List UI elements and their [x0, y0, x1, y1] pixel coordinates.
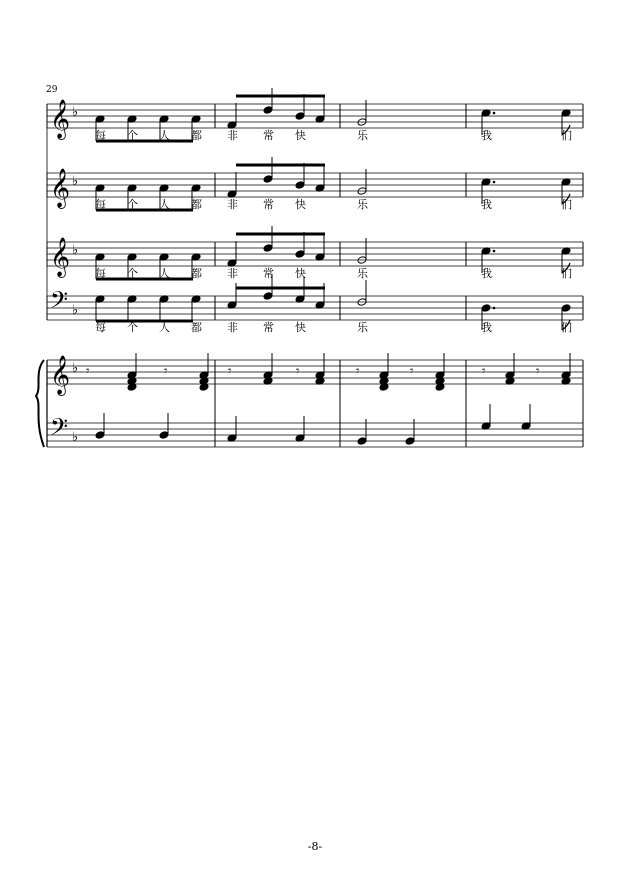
- lyric-syllable: 快: [295, 267, 306, 280]
- treble-clef-icon: 𝄞: [50, 99, 71, 139]
- lyric-syllable: 我: [481, 129, 492, 142]
- lyric-syllable: 常: [263, 321, 274, 334]
- lyric-syllable: 个: [127, 267, 138, 280]
- flat-key-signature-icon: ♭: [72, 243, 79, 258]
- lyric-syllable: 人: [159, 198, 170, 211]
- eighth-rest-icon: 𝄾: [536, 364, 540, 379]
- beam: [96, 320, 193, 323]
- note-head: [295, 250, 305, 259]
- treble-clef-icon: 𝄞: [50, 237, 71, 277]
- dot: [493, 307, 496, 310]
- lyric-syllable: 个: [127, 198, 138, 211]
- lyric-syllable: 都: [191, 267, 202, 280]
- dot: [493, 250, 496, 253]
- treble-clef-icon: 𝄞: [50, 168, 71, 208]
- lyric-syllable: 常: [263, 267, 274, 280]
- lyric-syllable: 非: [227, 321, 238, 334]
- lyric-syllable: 每: [95, 129, 106, 142]
- note-head: [295, 181, 305, 190]
- beam: [96, 278, 193, 281]
- flat-key-signature-icon: ♭: [72, 174, 79, 189]
- lyric-syllable: 乐: [357, 129, 368, 142]
- note-head: [405, 437, 415, 446]
- lyric-syllable: 常: [263, 129, 274, 142]
- dot: [493, 181, 496, 184]
- lyric-syllable: 每: [95, 267, 106, 280]
- lyric-syllable: 我: [481, 267, 492, 280]
- lyric-syllable: 们: [561, 198, 572, 211]
- lyric-syllable: 快: [295, 321, 306, 334]
- treble-clef-icon: 𝄞: [50, 355, 71, 395]
- lyric-syllable: 个: [127, 321, 138, 334]
- lyric-syllable: 常: [263, 198, 274, 211]
- eighth-rest-icon: 𝄾: [296, 364, 300, 379]
- flat-key-signature-icon: ♭: [72, 430, 79, 445]
- lyric-syllable: 都: [191, 321, 202, 334]
- bass-clef-icon: 𝄢: [50, 413, 69, 446]
- lyric-syllable: 都: [191, 198, 202, 211]
- lyric-syllable: 都: [191, 129, 202, 142]
- beam: [236, 164, 325, 167]
- lyric-syllable: 每: [95, 198, 106, 211]
- eighth-rest-icon: 𝄾: [356, 364, 360, 379]
- beam: [96, 140, 193, 143]
- beam: [236, 287, 325, 290]
- lyric-syllable: 个: [127, 129, 138, 142]
- eighth-rest-icon: 𝄾: [228, 364, 232, 379]
- note-head: [357, 437, 367, 446]
- note-head: [263, 244, 273, 253]
- eighth-rest-icon: 𝄾: [410, 364, 414, 379]
- lyric-syllable: 人: [159, 321, 170, 334]
- page-number: -8-: [307, 840, 323, 853]
- lyric-syllable: 非: [227, 267, 238, 280]
- lyric-syllable: 非: [227, 129, 238, 142]
- lyric-syllable: 每: [95, 321, 106, 334]
- lyric-syllable: 快: [295, 198, 306, 211]
- beam: [236, 95, 325, 98]
- dot: [493, 112, 496, 115]
- lyric-syllable: 乐: [357, 321, 368, 334]
- lyric-syllable: 们: [561, 267, 572, 280]
- lyric-syllable: 人: [159, 267, 170, 280]
- note-head: [263, 175, 273, 184]
- flat-key-signature-icon: ♭: [72, 105, 79, 120]
- note-head: [295, 112, 305, 121]
- lyric-syllable: 我: [481, 321, 492, 334]
- bass-clef-icon: 𝄢: [50, 286, 69, 319]
- lyric-syllable: 乐: [357, 198, 368, 211]
- note-head: [561, 304, 571, 313]
- lyric-syllable: 人: [159, 129, 170, 142]
- note-head: [159, 431, 169, 440]
- lyric-syllable: 们: [561, 321, 572, 334]
- measure-number: 29: [46, 85, 58, 95]
- piano-brace: [36, 360, 44, 447]
- lyric-syllable: 乐: [357, 267, 368, 280]
- note-head: [263, 106, 273, 115]
- staff-lines: [36, 99, 583, 447]
- eighth-rest-icon: 𝄾: [164, 364, 168, 379]
- lyric-syllable: 们: [561, 129, 572, 142]
- note-head: [263, 292, 273, 301]
- eighth-rest-icon: 𝄾: [86, 364, 90, 379]
- flat-key-signature-icon: ♭: [72, 361, 79, 376]
- beam: [96, 209, 193, 212]
- lyric-syllable: 我: [481, 198, 492, 211]
- lyrics: [95, 128, 572, 334]
- eighth-rest-icon: 𝄾: [482, 364, 486, 379]
- note-head: [95, 431, 105, 440]
- note-head: [481, 304, 491, 313]
- flat-key-signature-icon: ♭: [72, 303, 79, 318]
- beam: [236, 233, 325, 236]
- lyric-syllable: 快: [295, 129, 306, 142]
- lyric-syllable: 非: [227, 198, 238, 211]
